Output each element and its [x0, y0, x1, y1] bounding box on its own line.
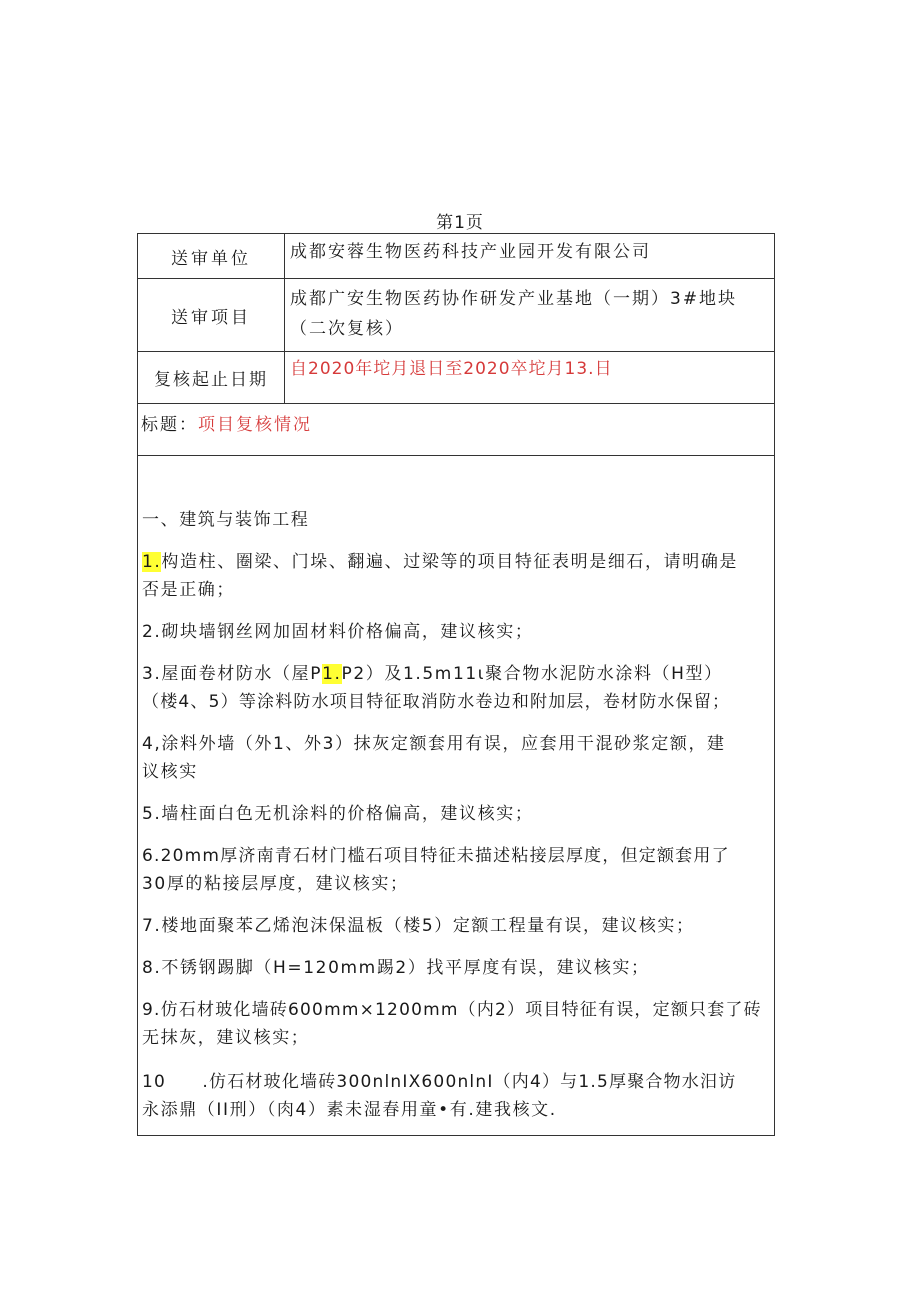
- row-project: [138, 279, 774, 352]
- review-table: [137, 233, 775, 1136]
- item-6-line1: 6.20mm厚济南青石材门槛石项目特征未描述粘接层厚度，但定额套用了: [142, 846, 730, 866]
- label-submitting-unit: 送审单位: [138, 234, 285, 278]
- item-9-line2: 无抹灰，建议核实；: [142, 1028, 310, 1048]
- row-title: [138, 404, 774, 456]
- row-submitting-unit: [138, 234, 774, 279]
- value-submitting-unit: 成都安蓉生物医药科技产业园开发有限公司: [290, 242, 651, 262]
- item-10-line2: 永添鼎（II刑）（肉4）素未湿春用童•有.建我核文.: [142, 1100, 557, 1120]
- item-3-highlight: 1.: [322, 664, 342, 684]
- item-1-number: 1.: [142, 552, 162, 572]
- section-heading: 一、建筑与装饰工程: [142, 510, 310, 530]
- item-9-line1: 9.仿石材玻化墙砖600mm×1200mm（内2）项目特征有误，定额只套了砖: [142, 1000, 762, 1020]
- value-project-line2: （二次复核）: [290, 319, 404, 339]
- item-4-line1: 4,涂料外墙（外1、外3）抹灰定额套用有误，应套用干混砂浆定额，建: [142, 734, 726, 754]
- title-text: [141, 410, 312, 440]
- value-review-dates: 自2020年坨月退日至2020卒坨月13.日: [290, 359, 613, 379]
- value-project-line1: 成都广安生物医药协作研发产业基地（一期）3#地块: [290, 289, 738, 309]
- item-3-line2: （楼4、5）等涂料防水项目特征取消防水卷边和附加层，卷材防水保留；: [142, 692, 731, 712]
- item-3-line1: [142, 660, 774, 688]
- item-10-line1: 10 .仿石材玻化墙砖300nlnIX600nlnI（内4）与1.5厚聚合物水汨访: [142, 1072, 737, 1092]
- value-project: [290, 284, 770, 344]
- title-prefix: 标题：: [141, 415, 198, 435]
- item-7: 7.楼地面聚苯乙烯泡沫保温板（楼5）定额工程量有误，建议核实；: [142, 916, 695, 936]
- item-8: 8.不锈钢踢脚（H=120mm踢2）找平厚度有误，建议核实；: [142, 958, 650, 978]
- item-4-line2: 议核实: [142, 762, 198, 782]
- item-3-part2: P2）及1.5m11ι聚合物水泥防水涂料（H型）: [341, 664, 723, 684]
- page-number: 第1页: [436, 213, 484, 233]
- item-1-line1: [142, 548, 774, 576]
- item-3-part1: 3.屋面卷材防水（屋P: [142, 664, 323, 684]
- label-project: 送审项目: [138, 279, 285, 351]
- label-review-dates: 复核起止日期: [138, 352, 285, 403]
- item-1-line2: 否是正确；: [142, 580, 235, 600]
- item-5: 5.墙柱面白色无机涂料的价格偏高，建议核实；: [142, 804, 534, 824]
- item-1-text: 构造柱、圈梁、门垛、翻遍、过梁等的项目特征表明是细石，请明确是: [161, 552, 739, 572]
- item-6-line2: 30厚的粘接层厚度，建议核实；: [142, 874, 409, 894]
- row-review-dates: [138, 352, 774, 404]
- title-value: 项目复核情况: [198, 415, 312, 435]
- item-2: 2.砌块墙钢丝网加固材料价格偏高，建议核实；: [142, 622, 534, 642]
